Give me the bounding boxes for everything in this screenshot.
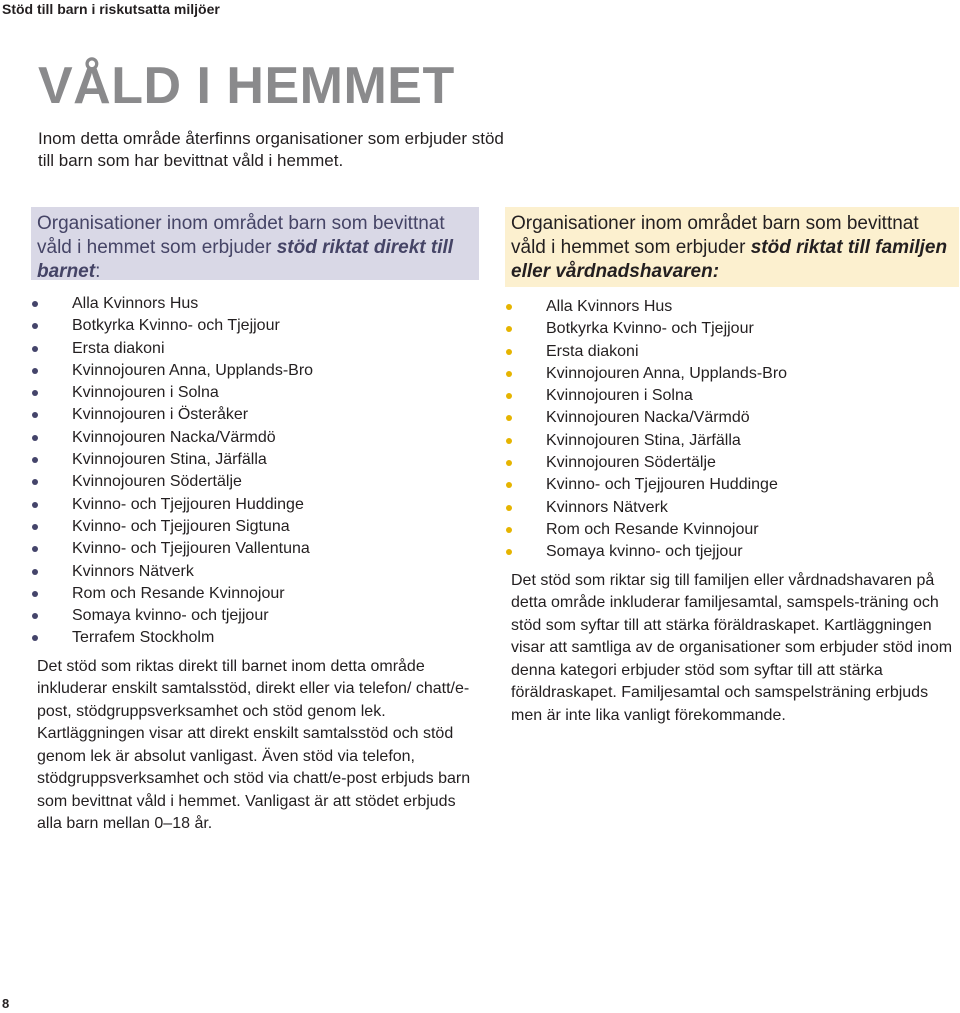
list-item — [31, 561, 479, 583]
list-item — [505, 407, 959, 429]
bullet-icon — [32, 502, 38, 508]
list-item-label: Kvinnojouren i Österåker — [72, 406, 249, 424]
bullet-icon — [32, 301, 38, 307]
bullet-icon — [32, 524, 38, 530]
bullet-icon — [506, 549, 512, 555]
list-item-label: Kvinnojouren Anna, Upplands-Bro — [72, 361, 314, 379]
bullet-icon — [506, 326, 512, 332]
bullet-icon — [506, 304, 512, 310]
list-item-label: Kvinnojouren i Solna — [72, 384, 219, 402]
bullet-icon — [32, 390, 38, 396]
left-organisation-list — [31, 293, 479, 650]
list-item — [31, 315, 479, 337]
list-item-label: Kvinno- och Tjejjouren Vallentuna — [72, 540, 310, 558]
list-item — [31, 494, 479, 516]
list-item-label: Kvinnojouren i Solna — [546, 387, 693, 405]
running-header: Stöd till barn i riskutsatta miljöer — [2, 1, 220, 17]
list-item-label: Kvinno- och Tjejjouren Huddinge — [72, 495, 304, 513]
bullet-icon — [32, 457, 38, 463]
list-item — [31, 538, 479, 560]
list-item-label: Alla Kvinnors Hus — [72, 295, 199, 312]
list-item — [31, 516, 479, 538]
list-item-label: Kvinnojouren Nacka/Värmdö — [72, 428, 276, 446]
list-item — [31, 471, 479, 493]
list-item-label: Kvinno- och Tjejjouren Huddinge — [546, 476, 778, 494]
page-number: 8 — [2, 996, 10, 1011]
list-item-label: Alla Kvinnors Hus — [546, 298, 673, 315]
list-item — [505, 318, 959, 340]
list-item — [31, 404, 479, 426]
page-title: VÅLD I HEMMET — [38, 57, 455, 115]
list-item-label: Botkyrka Kvinno- och Tjejjour — [546, 320, 754, 338]
list-item-label: Terrafem Stockholm — [72, 629, 215, 647]
left-column — [31, 207, 479, 836]
list-item-label: Somaya kvinno- och tjejjour — [72, 607, 269, 625]
bullet-icon — [506, 460, 512, 466]
list-item — [31, 360, 479, 382]
bullet-icon — [506, 349, 512, 355]
list-item — [31, 627, 479, 649]
bullet-icon — [506, 415, 512, 421]
list-item — [505, 497, 959, 519]
list-item — [31, 449, 479, 471]
list-item-label: Kvinnojouren Stina, Järfälla — [546, 431, 741, 449]
list-item-label: Kvinnojouren Stina, Järfälla — [72, 451, 267, 469]
list-item — [505, 296, 959, 318]
list-item-label: Rom och Resande Kvinnojour — [72, 584, 285, 602]
list-item — [505, 452, 959, 474]
bullet-icon — [32, 323, 38, 329]
right-heading-text: Organisationer inom området barn som bevittnat våld i hemmet som erbjuder — [511, 213, 919, 258]
list-item-label: Kvinnors Nätverk — [72, 562, 194, 580]
list-item-label: Ersta diakoni — [546, 342, 639, 360]
right-heading-emphasis: stöd riktat till familjen eller vårdnadshavaren: — [511, 237, 948, 282]
bullet-icon — [32, 412, 38, 418]
bullet-icon — [506, 393, 512, 399]
right-column — [505, 207, 959, 727]
list-item-label: Kvinnojouren Södertälje — [546, 454, 716, 472]
list-item — [505, 519, 959, 541]
list-item-label: Botkyrka Kvinno- och Tjejjour — [72, 317, 280, 335]
bullet-icon — [32, 635, 38, 641]
right-organisation-list — [505, 296, 959, 564]
list-item — [505, 385, 959, 407]
list-item-label: Kvinnojouren Nacka/Värmdö — [546, 409, 750, 427]
right-body-text: Det stöd som riktar sig till familjen eller vårdnadshavaren på detta område inkluderar familjesamtal, samspels-träning och stöd som syftar till att stärka föräldraskapet. Kartläggningen visar att samtliga av de organisationer som erbjuder stöd inom denna kategori erbjuder stöd som syftar till att stärka föräldraskapet. Familjesamtal och samspelsträning erbjuds men är inte lika vanligt förekommande. — [511, 571, 953, 724]
list-item — [505, 541, 959, 563]
list-item — [31, 427, 479, 449]
left-heading-text: Organisationer inom området barn som bevittnat våld i hemmet som erbjuder — [37, 213, 445, 258]
bullet-icon — [32, 591, 38, 597]
list-item — [505, 363, 959, 385]
list-item — [31, 293, 479, 315]
list-item-label: Kvinnojouren Anna, Upplands-Bro — [546, 364, 788, 382]
list-item — [31, 382, 479, 404]
list-item-label: Rom och Resande Kvinnojour — [546, 520, 759, 538]
bullet-icon — [506, 438, 512, 444]
bullet-icon — [506, 371, 512, 377]
left-column-heading — [31, 207, 479, 280]
list-item-label: Ersta diakoni — [72, 339, 165, 357]
left-heading-emphasis: stöd riktat direkt till barnet — [37, 237, 454, 282]
right-column-heading — [505, 207, 959, 287]
bullet-icon — [506, 527, 512, 533]
list-item-label: Kvinno- och Tjejjouren Sigtuna — [72, 517, 290, 535]
list-item-label: Kvinnors Nätverk — [546, 498, 668, 516]
list-item — [31, 583, 479, 605]
list-item — [505, 430, 959, 452]
left-body-text: Det stöd som riktas direkt till barnet inom detta område inkluderar enskilt samtalsstöd, direkt eller via telefon/ chatt/e-post, stödgruppsverksamhet och stöd genom lek. Kartläggningen visar att direkt enskilt samtalsstöd och stöd genom lek är absolut vanligast. Även stöd via telefon, stödgruppsverksamhet och stöd via chatt/e-post erbjuds barn som bevittnat våld i hemmet. Vanligast är att stödet erbjuds alla barn mellan 0–18 år. — [37, 657, 471, 833]
list-item — [505, 474, 959, 496]
list-item-label: Somaya kvinno- och tjejjour — [546, 543, 743, 561]
list-item — [505, 341, 959, 363]
left-heading-end: : — [95, 261, 101, 282]
intro-paragraph: Inom detta område återfinns organisationer som erbjuder stöd till barn som har bevittnat våld i hemmet. — [38, 129, 504, 170]
bullet-icon — [32, 479, 38, 485]
list-item — [31, 338, 479, 360]
list-item — [31, 605, 479, 627]
bullet-icon — [32, 368, 38, 374]
bullet-icon — [32, 613, 38, 619]
bullet-icon — [32, 346, 38, 352]
list-item-label: Kvinnojouren Södertälje — [72, 473, 242, 491]
bullet-icon — [506, 482, 512, 488]
bullet-icon — [32, 569, 38, 575]
bullet-icon — [506, 505, 512, 511]
bullet-icon — [32, 435, 38, 441]
bullet-icon — [32, 546, 38, 552]
